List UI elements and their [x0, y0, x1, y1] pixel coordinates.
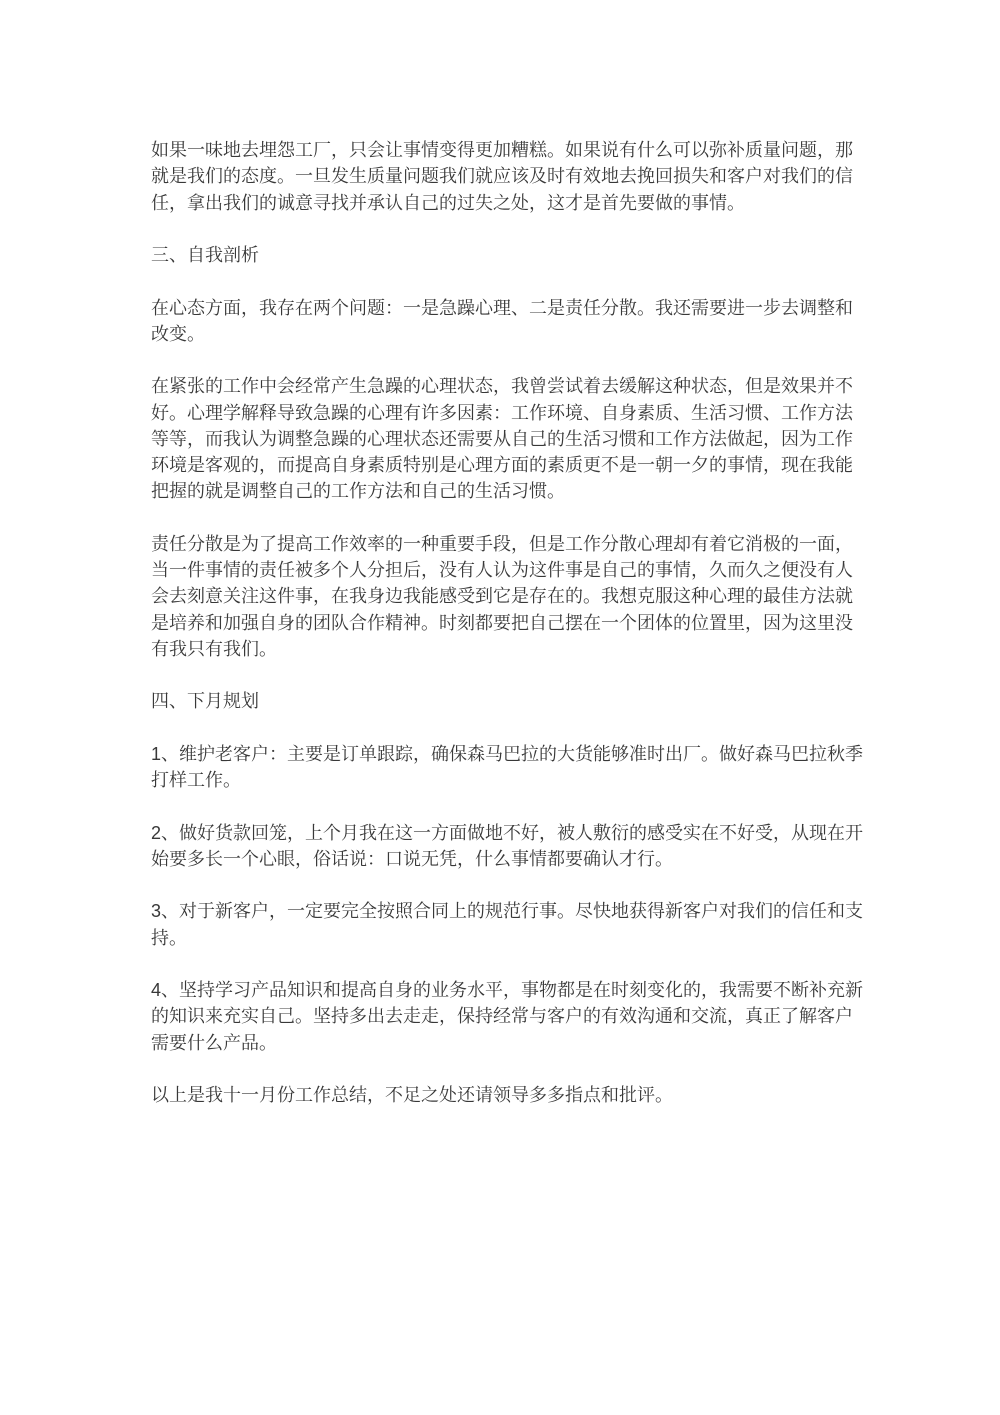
document-paragraph: 在心态方面，我存在两个问题：一是急躁心理、二是责任分散。我还需要进一步去调整和改变。 — [151, 297, 853, 344]
document-paragraph: 1、维护老客户：主要是订单跟踪，确保森马巴拉的大货能够准时出厂。做好森马巴拉秋季打样工作。 — [151, 743, 864, 790]
document-paragraph: 责任分散是为了提高工作效率的一种重要手段，但是工作分散心理却有着它消极的一面，当一件事情的责任被多个人分担后，没有人认为这件事是自己的事情，久而久之便没有人会去刻意关注这件事，在我身边我能感受到它是存在的。我想克服这种心理的最佳方法就是培养和加强自身的团队合作精神。时刻都要把自己摆在一个团体的位置里，因为这里没有我只有我们。 — [151, 533, 853, 659]
document-paragraph: 3、对于新客户，一定要完全按照合同上的规范行事。尽快地获得新客户对我们的信任和支持。 — [151, 901, 864, 948]
section-heading: 三、自我剖析 — [151, 245, 259, 265]
document-paragraph: 以上是我十一月份工作总结，不足之处还请领导多多指点和批评。 — [151, 1085, 673, 1105]
document-paragraph: 2、做好货款回笼，上个月我在这一方面做地不好，被人敷衍的感受实在不好受，从现在开始要多长一个心眼，俗话说：口说无凭，什么事情都要确认才行。 — [151, 822, 864, 869]
document-paragraph: 4、坚持学习产品知识和提高自身的业务水平，事物都是在时刻变化的，我需要不断补充新的知识来充实自己。坚持多出去走走，保持经常与客户的有效沟通和交流，真正了解客户需要什么产品。 — [151, 980, 864, 1053]
section-heading: 四、下月规划 — [151, 691, 259, 712]
document-paragraph: 在紧张的工作中会经常产生急躁的心理状态，我曾尝试着去缓解这种状态，但是效果并不好。心理学解释导致急躁的心理有许多因素：工作环境、自身素质、生活习惯、工作方法等等，而我认为调整急躁的心理状态还需要从自己的生活习惯和工作方法做起，因为工作环境是客观的，而提高自身素质特别是心理方面的素质更不是一朝一夕的事情，现在我能把握的就是调整自己的工作方法和自己的生活习惯。 — [151, 376, 853, 502]
document-paragraph: 如果一味地去埋怨工厂，只会让事情变得更加糟糕。如果说有什么可以弥补质量问题，那就是我们的态度。一旦发生质量问题我们就应该及时有效地去挽回损失和客户对我们的信任，拿出我们的诚意寻找并承认自己的过失之处，这才是首先要做的事情。 — [151, 140, 853, 213]
